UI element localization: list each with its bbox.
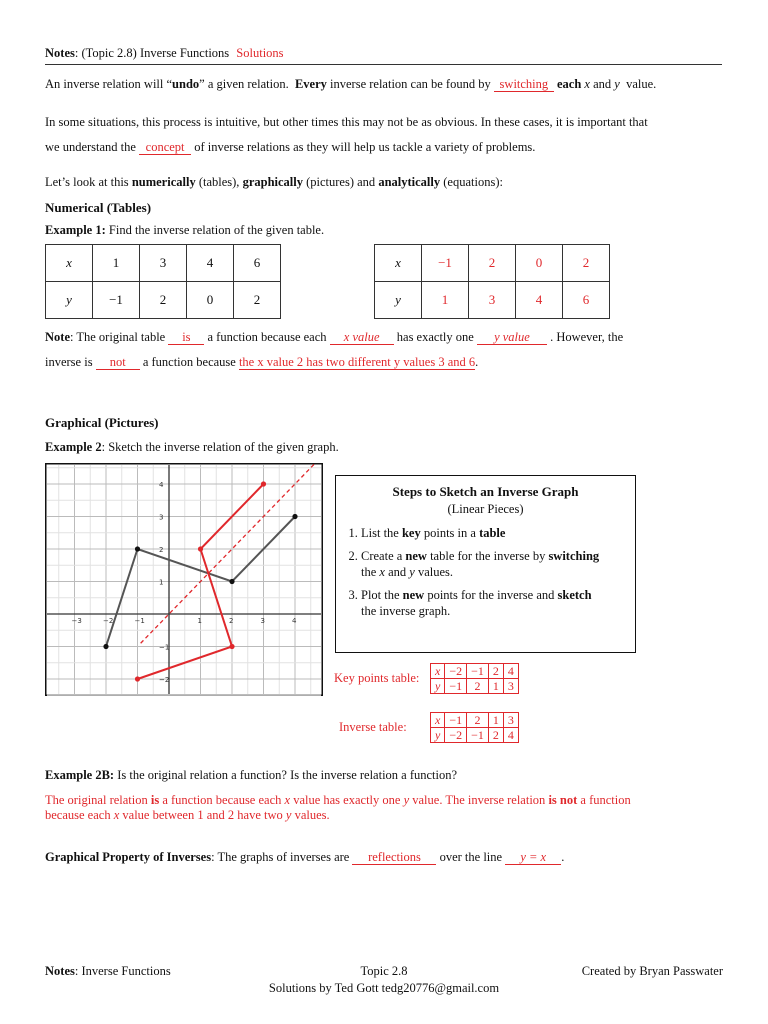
intro-paragraph-2-line-2: we understand the concept of inverse relations as they will help us tackle a variety of problems. <box>45 140 536 154</box>
steps-box <box>335 475 636 653</box>
inverse-graph-point <box>261 481 266 486</box>
given-table <box>45 244 281 319</box>
x-tick-label: −2 <box>103 617 114 625</box>
steps-subtitle: (Linear Pieces) <box>447 502 524 516</box>
note-line-2: inverse is not a function because the x value 2 has two different y values 3 and 6. <box>45 355 479 369</box>
header-solutions: Solutions <box>236 46 284 60</box>
inverse-table-row-x: x −1 2 0 2 <box>375 245 610 282</box>
example-2b: Example 2B: Is the original relation a function? Is the inverse relation a function? <box>45 768 458 782</box>
x-tick-label: −1 <box>134 617 145 625</box>
answer-2b-line-1: The original relation is a function because each x value has exactly one y value. The inverse relation is not a function <box>45 793 631 807</box>
example-1: Example 1: Find the inverse relation of the given table. <box>45 223 325 237</box>
header-rule <box>45 64 722 65</box>
blank-switching: switching <box>494 78 554 92</box>
y-tick-label: −1 <box>159 643 170 652</box>
inverse-graph-point <box>229 644 234 649</box>
given-table-row-y: y −1 2 0 2 <box>46 282 281 319</box>
inverse-graph-point <box>135 676 140 681</box>
intro-paragraph-2-line-1: In some situations, this process is intuitive, but other times this may not be as obvious. In these cases, it is important that <box>45 115 648 129</box>
original-graph-point <box>292 514 297 519</box>
y-tick-label: 1 <box>159 578 164 587</box>
example-2: Example 2: Sketch the inverse relation of the given graph. <box>45 440 339 454</box>
original-graph-point <box>103 644 108 649</box>
graphical-heading: Graphical (Pictures) <box>45 415 159 430</box>
graphical-property: Graphical Property of Inverses: The graphs of inverses are reflections over the line y = x . <box>45 850 565 864</box>
original-graph-point <box>229 579 234 584</box>
given-table-row-x: x 1 3 4 6 <box>46 245 281 282</box>
page-header <box>45 46 284 61</box>
inverse-graph-point <box>198 546 203 551</box>
intro-paragraph-1: An inverse relation will “undo” a given relation. Every inverse relation can be found by switching each x and y value. <box>45 77 657 91</box>
steps-title: Steps to Sketch an Inverse Graph <box>392 484 579 499</box>
graph-frame <box>46 464 323 696</box>
blank-concept: concept <box>139 141 191 155</box>
inverse-table <box>374 244 610 319</box>
blank-reflections: reflections <box>352 851 436 865</box>
y-tick-label: 2 <box>159 546 164 554</box>
key-points-table: x −2 −1 2 4 y −1 2 1 3 <box>430 663 519 694</box>
footer-center: Topic 2.8 <box>360 964 408 978</box>
x-tick-label: 1 <box>197 617 202 625</box>
blank-y-equals-x: y = x <box>505 851 561 865</box>
x-tick-label: 3 <box>260 617 265 625</box>
y-tick-label: 4 <box>159 481 164 489</box>
x-tick-label: 4 <box>292 617 297 625</box>
step-2: 2. Create a new table for the inverse by switching the x and y values. <box>361 548 635 580</box>
original-graph-point <box>135 546 140 551</box>
inverse-graph <box>45 463 323 696</box>
key-points-label: Key points table: <box>334 671 420 685</box>
y-tick-label: −2 <box>159 676 170 684</box>
steps-list <box>336 525 635 619</box>
step-1: 1. List the key points in a table <box>361 525 635 541</box>
footer-left: Notes: Inverse Functions <box>45 964 171 978</box>
inverse-table-row-y: y 1 3 4 6 <box>375 282 610 319</box>
footer-right: Created by Bryan Passwater <box>581 964 723 978</box>
x-tick-label: 2 <box>229 617 234 625</box>
header-title: : (Topic 2.8) Inverse Functions <box>74 46 230 60</box>
step-3: 3. Plot the new points for the inverse and sketch the inverse graph. <box>361 587 635 619</box>
header-notes-label: Notes <box>45 46 75 60</box>
x-tick-label: −3 <box>71 617 82 625</box>
numerical-heading: Numerical (Tables) <box>45 200 152 215</box>
inverse-points-table: x −1 2 1 3 y −2 −1 2 4 <box>430 712 519 743</box>
footer-solutions: Solutions by Ted Gott tedg20776@gmail.com <box>268 981 500 995</box>
answer-2b-line-2: because each x value between 1 and 2 have two y values. <box>45 808 330 822</box>
y-tick-label: 3 <box>159 513 164 522</box>
note-line-1: Note: The original table is a function because each x value has exactly one y value . However, the <box>45 330 624 344</box>
inverse-points-label: Inverse table: <box>339 720 407 734</box>
intro-paragraph-3: Let’s look at this numerically (tables), graphically (pictures) and analytically (equations): <box>45 175 503 189</box>
